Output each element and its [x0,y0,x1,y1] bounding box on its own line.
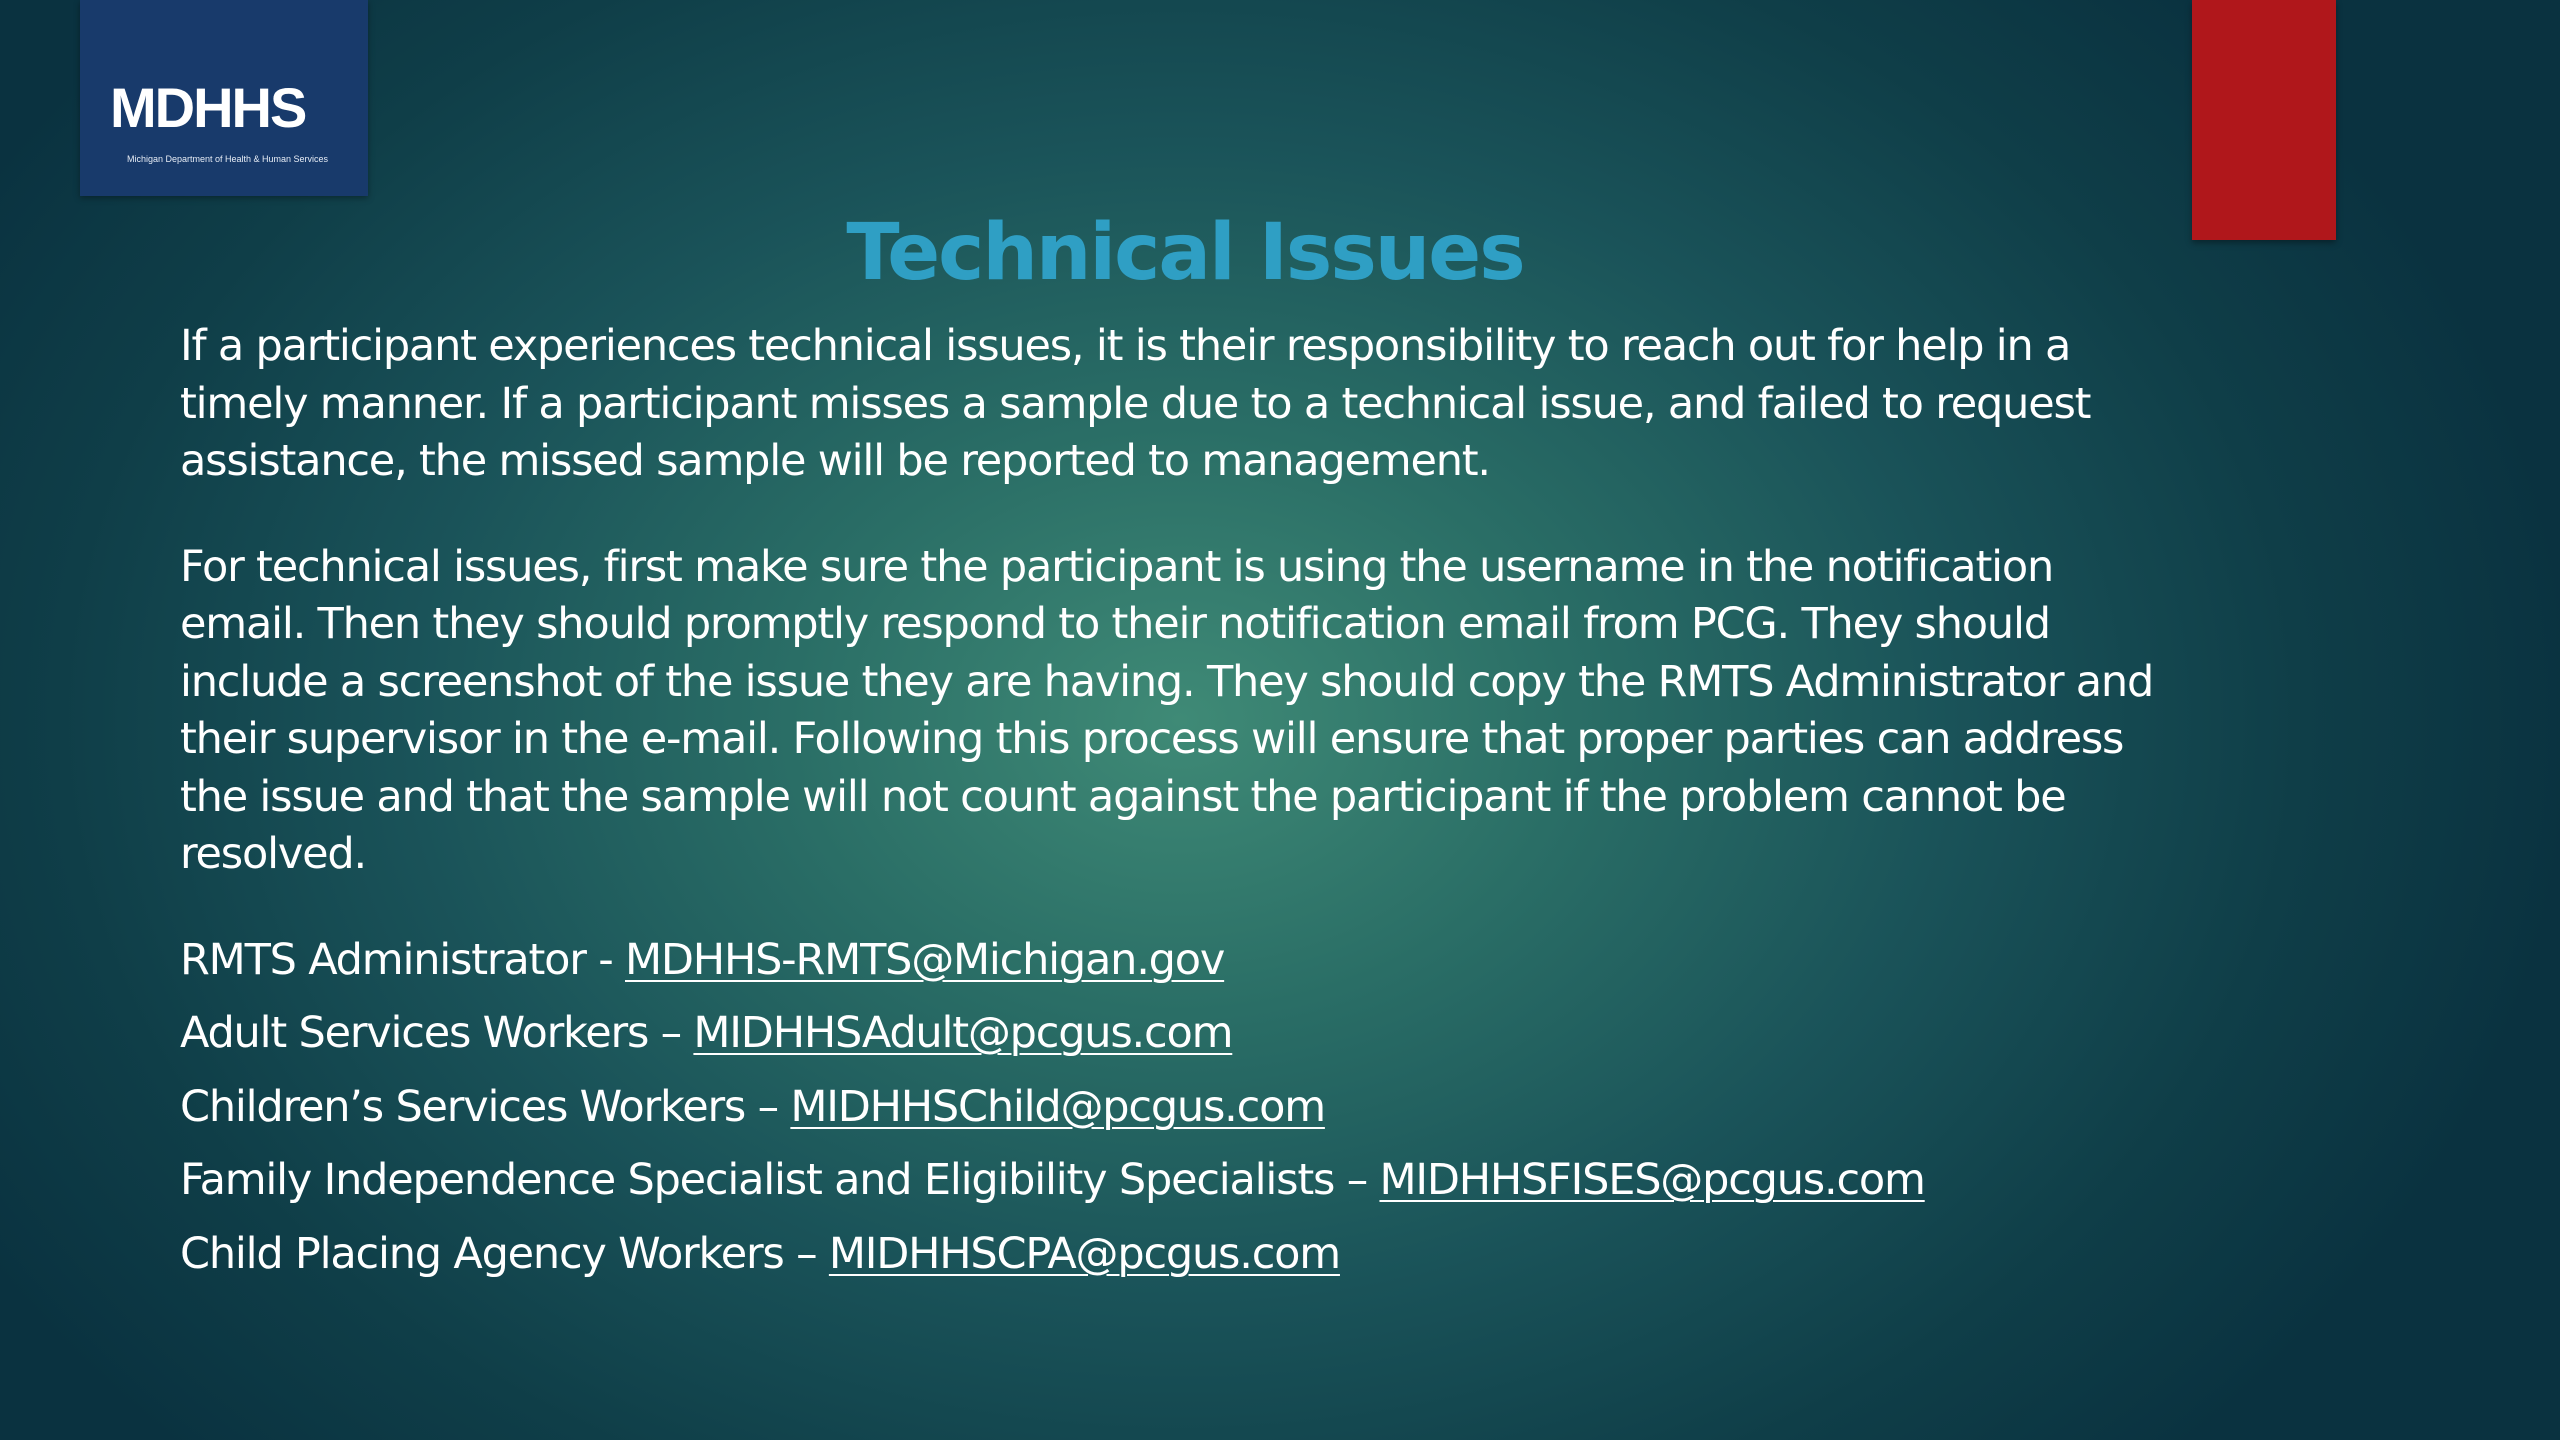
contact-adult-services [180,1005,2180,1079]
contact-label: Child Placing Agency Workers – [180,1228,829,1279]
logo-subtitle: Michigan Department of Health & Human Services [126,154,329,164]
contact-childrens-services [180,1079,2180,1153]
logo-mark [110,78,345,138]
email-link[interactable]: MIDHHSAdult@pcgus.com [693,1008,1233,1058]
contact-label: Adult Services Workers – [180,1008,694,1058]
red-accent-tab [2192,0,2336,240]
email-link[interactable]: MIDHHSChild@pcgus.com [790,1081,1325,1132]
paragraph-responsibility: If a participant experiences technical issues, it is their responsibility to reach out for help in a timely manner. If a participant misses a sample due to a technical issue, and failed to request assistance, the missed sample will be reported to management. [180,321,2091,486]
email-link[interactable]: MDHHS-RMTS@Michigan.gov [625,934,1225,985]
mdhhs-logo [80,0,368,196]
contact-label: RMTS Administrator - [180,934,625,985]
contact-label: Family Independence Specialist and Eligibility Specialists – [180,1155,1380,1205]
contact-list [180,932,2180,1300]
contact-rmts-administrator [180,932,2180,1006]
logo-text: MDHHS [110,76,306,139]
email-link[interactable]: MIDHHSCPA@pcgus.com [828,1228,1340,1279]
contact-family-independence [180,1152,2180,1226]
paragraph-process: For technical issues, first make sure the participant is using the username in the notification email. Then they should promptly respond to their notification email from PCG. They should include a screenshot of the issue they are having. They should copy the RMTS Administrator and their supervisor in the e-mail. Following this process will ensure that proper parties can address the issue and that the sample will not count against the participant if the problem cannot be resolved. [180,541,2154,879]
slide-content [180,318,2180,1299]
contact-child-placing-agency [180,1226,2180,1300]
contact-label: Children’s Services Workers – [180,1081,791,1132]
slide-title: Technical Issues [846,208,1524,298]
email-link[interactable]: MIDHHSFISES@pcgus.com [1379,1155,1925,1205]
